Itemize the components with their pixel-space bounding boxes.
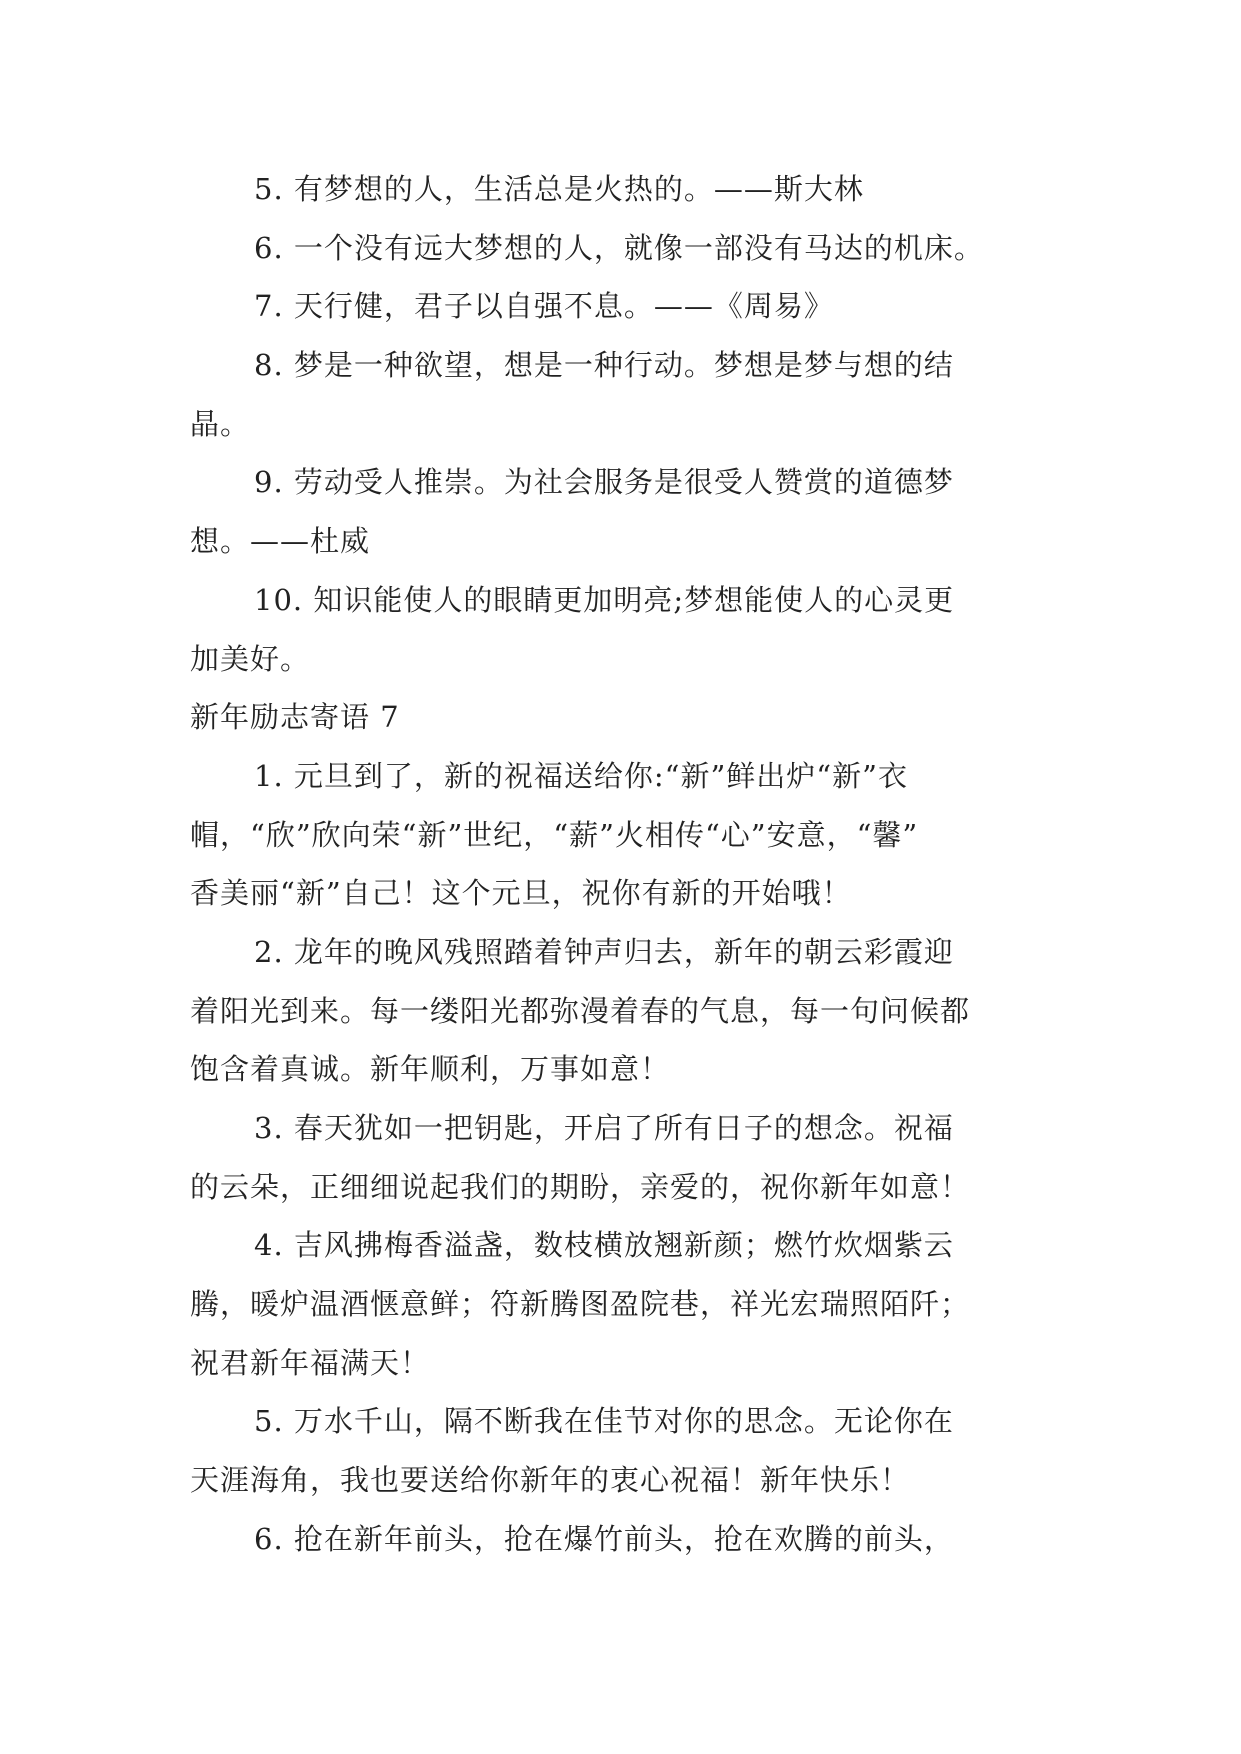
text-line: 的云朵，正细细说起我们的期盼，亲爱的，祝你新年如意！ [190,1169,971,1204]
section-heading: 新年励志寄语 7 [190,700,400,735]
text-line: 天涯海角，我也要送给你新年的衷心祝福！新年快乐！ [190,1463,911,1498]
text-line: 6. 抢在新年前头，抢在爆竹前头，抢在欢腾的前头， [254,1521,954,1556]
text-line: 加美好。 [190,641,311,676]
text-line: 帽，“欣”欣向荣“新”世纪，“薪”火相传“心”安意，“馨” [190,817,919,852]
text-line: 7. 天行健，君子以自强不息。——《周易》 [254,289,834,324]
text-line: 想。——杜威 [190,524,371,559]
text-line: 9. 劳动受人推崇。为社会服务是很受人赞赏的道德梦 [254,465,954,500]
text-line: 5. 有梦想的人，生活总是火热的。——斯大林 [254,172,864,206]
text-line: 10. 知识能使人的眼睛更加明亮;梦想能使人的心灵更 [254,582,955,617]
text-line: 6. 一个没有远大梦想的人，就像一部没有马达的机床。 [254,230,984,265]
text-line: 5. 万水千山，隔不断我在佳节对你的思念。无论你在 [254,1404,954,1439]
text-line: 3. 春天犹如一把钥匙，开启了所有日子的想念。祝福 [254,1111,954,1145]
text-line: 着阳光到来。每一缕阳光都弥漫着春的气息，每一句问候都 [190,993,971,1028]
document-page [190,160,1050,1569]
text-line: 4. 吉风拂梅香溢盏，数枝横放翘新颜；燃竹炊烟紫云 [254,1228,954,1263]
text-line: 饱含着真诚。新年顺利，万事如意！ [190,1052,671,1087]
text-line: 1. 元旦到了，新的祝福送给你:“新”鲜出炉“新”衣 [254,758,908,793]
text-line: 晶。 [190,406,251,441]
text-line: 2. 龙年的晚风残照踏着钟声归去，新年的朝云彩霞迎 [254,934,954,969]
text-line: 8. 梦是一种欲望，想是一种行动。梦想是梦与想的结 [254,348,954,383]
text-line: 祝君新年福满天！ [190,1345,431,1380]
text-line: 香美丽“新”自己！这个元旦，祝你有新的开始哦！ [190,876,852,911]
text-line: 腾，暖炉温酒惬意鲜；符新腾图盈院巷，祥光宏瑞照陌阡； [190,1287,971,1322]
